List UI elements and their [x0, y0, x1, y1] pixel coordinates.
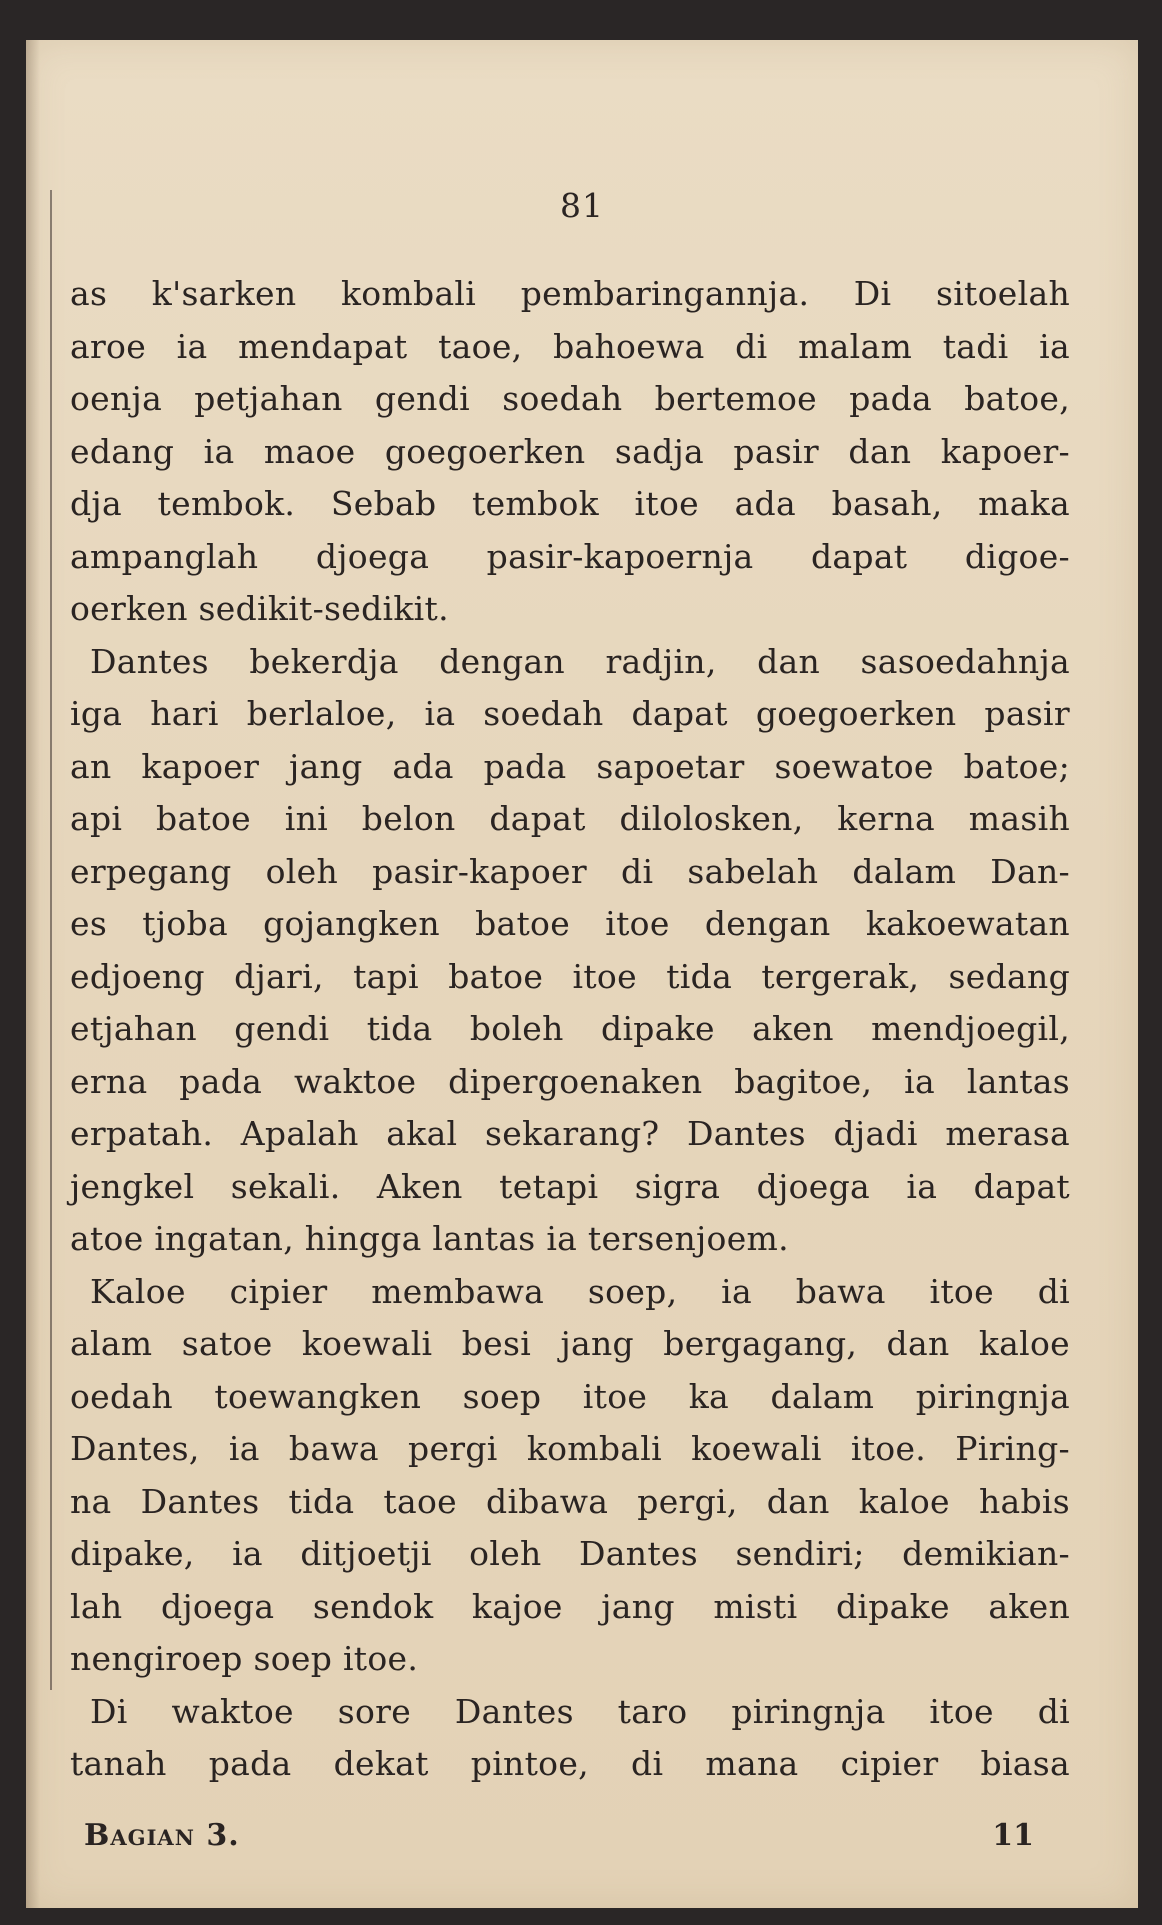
- signature-mark: Bagian 3.: [84, 1818, 240, 1853]
- text-line: oenja petjahan gendi soedah bertemoe pada batoe,: [70, 379, 1070, 418]
- text-line: dja tembok. Sebab tembok itoe ada basah, maka: [70, 484, 1070, 523]
- text-line: dipake, ia ditjoetji oleh Dantes sendiri; demikian-: [70, 1534, 1070, 1573]
- text-line: edjoeng djari, tapi batoe itoe tida tergerak, sedang: [70, 956, 1070, 996]
- text-line: as k'sarken kombali pembaringannja. Di sitoelah: [70, 274, 1070, 313]
- text-line: Dantes, ia bawa pergi kombali koewali itoe. Piring-: [70, 1429, 1070, 1468]
- body-text: [70, 268, 1070, 1791]
- text-line: erna pada waktoe dipergoenaken bagitoe, ia lantas: [70, 1061, 1070, 1101]
- text-line: ampanglah djoega pasir-kapoernja dapat digoe-: [70, 536, 1070, 576]
- text-line: Kaloe cipier membawa soep, ia bawa itoe di: [90, 1271, 1070, 1311]
- text-line: es tjoba gojangken batoe itoe dengan kakoewatan: [70, 904, 1070, 943]
- text-line: atoe ingatan, hingga lantas ia tersenjoem.: [70, 1219, 789, 1258]
- text-line: jengkel sekali. Aken tetapi sigra djoega ia dapat: [70, 1166, 1070, 1206]
- sheet-number: 11: [992, 1818, 1034, 1853]
- text-line: lah djoega sendok kajoe jang misti dipake aken: [70, 1586, 1070, 1626]
- text-line: an kapoer jang ada pada sapoetar soewatoe batoe;: [70, 746, 1070, 786]
- text-line: oedah toewangken soep itoe ka dalam piringnja: [70, 1376, 1070, 1416]
- text-line: tanah pada dekat pintoe, di mana cipier biasa: [70, 1744, 1070, 1783]
- page-number: 81: [560, 186, 604, 225]
- text-line: alam satoe koewali besi jang bergagang, dan kaloe: [70, 1324, 1070, 1363]
- text-line: api batoe ini belon dapat dilolosken, kerna masih: [70, 799, 1070, 838]
- text-line: na Dantes tida taoe dibawa pergi, dan kaloe habis: [70, 1481, 1070, 1521]
- text-line: erpegang oleh pasir-kapoer di sabelah dalam Dan-: [70, 851, 1070, 891]
- text-line: Dantes bekerdja dengan radjin, dan sasoedahnja: [90, 641, 1070, 681]
- text-line: Di waktoe sore Dantes taro piringnja itoe di: [90, 1691, 1070, 1731]
- text-line: oerken sedikit-sedikit.: [70, 589, 449, 628]
- gutter-line: [50, 190, 52, 1690]
- text-line: erpatah. Apalah akal sekarang? Dantes djadi merasa: [70, 1114, 1070, 1153]
- book-page: [26, 40, 1138, 1908]
- text-line: edang ia maoe goegoerken sadja pasir dan kapoer-: [70, 431, 1070, 471]
- text-line: nengiroep soep itoe.: [70, 1639, 419, 1678]
- text-line: aroe ia mendapat taoe, bahoewa di malam tadi ia: [70, 326, 1070, 366]
- text-line: etjahan gendi tida boleh dipake aken mendjoegil,: [70, 1009, 1070, 1048]
- text-line: iga hari berlaloe, ia soedah dapat goegoerken pasir: [70, 694, 1070, 733]
